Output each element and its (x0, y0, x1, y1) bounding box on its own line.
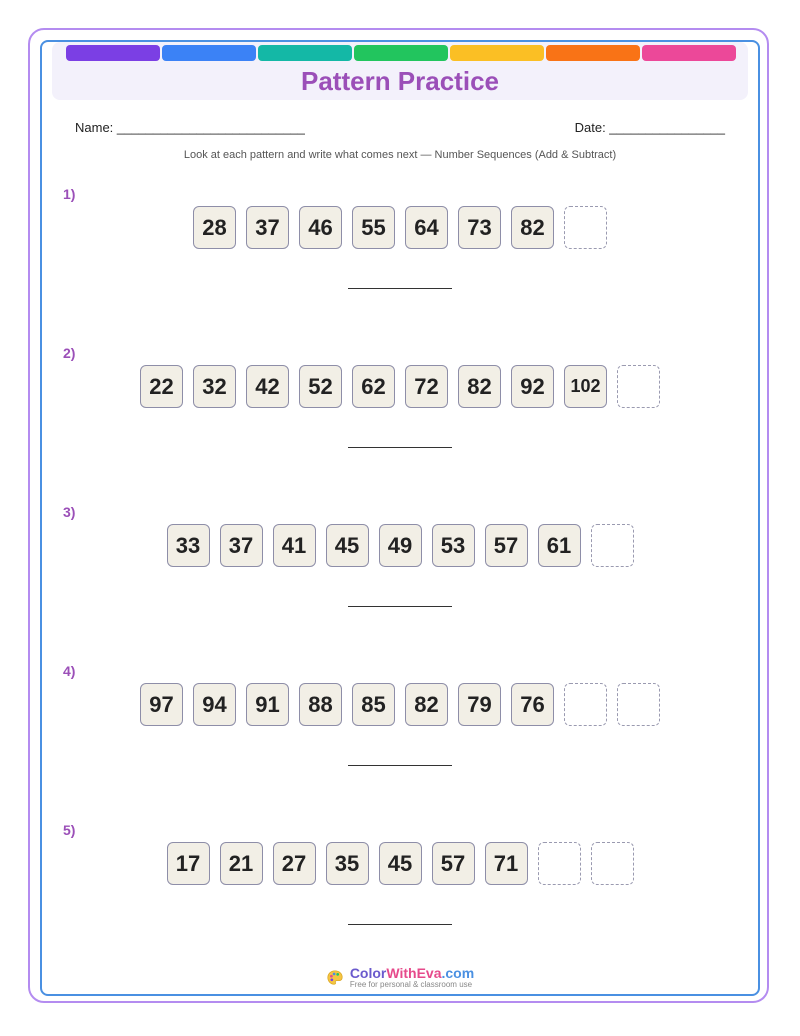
sequence-number: 82 (458, 365, 501, 408)
rainbow-segment (162, 45, 256, 61)
sequence-row (0, 842, 800, 888)
sequence-number: 22 (140, 365, 183, 408)
sequence-number: 85 (352, 683, 395, 726)
rainbow-segment (450, 45, 544, 61)
answer-line[interactable] (348, 288, 452, 289)
sequence-number: 45 (379, 842, 422, 885)
name-field[interactable]: Name: __________________________ (75, 120, 305, 135)
sequence-number: 94 (193, 683, 236, 726)
palette-icon (326, 969, 344, 987)
problem-number: 5) (63, 822, 76, 838)
answer-line[interactable] (348, 765, 452, 766)
sequence-row (0, 683, 800, 729)
rainbow-bar (66, 45, 736, 61)
sequence-number: 64 (405, 206, 448, 249)
sequence-row (0, 524, 800, 570)
sequence-number: 21 (220, 842, 263, 885)
answer-blank-box[interactable] (591, 842, 634, 885)
sequence-number: 97 (140, 683, 183, 726)
sequence-number: 76 (511, 683, 554, 726)
answer-blank-box[interactable] (564, 206, 607, 249)
answer-blank-box[interactable] (617, 365, 660, 408)
answer-line[interactable] (348, 924, 452, 925)
answer-blank-box[interactable] (617, 683, 660, 726)
sequence-number: 46 (299, 206, 342, 249)
page-title: Pattern Practice (301, 66, 499, 96)
rainbow-segment (546, 45, 640, 61)
answer-line[interactable] (348, 447, 452, 448)
footer-tagline: Free for personal & classroom use (349, 980, 473, 989)
sequence-number: 52 (299, 365, 342, 408)
rainbow-segment (354, 45, 448, 61)
sequence-number: 42 (246, 365, 289, 408)
problem-number: 2) (63, 345, 76, 361)
sequence-number: 41 (273, 524, 316, 567)
problem (0, 504, 800, 663)
sequence-row (0, 206, 800, 252)
sequence-number: 17 (167, 842, 210, 885)
brand-logo[interactable] (350, 966, 474, 980)
sequence-number: 72 (405, 365, 448, 408)
problem (0, 822, 800, 981)
sequence-number: 35 (326, 842, 369, 885)
rainbow-segment (642, 45, 736, 61)
answer-line[interactable] (348, 606, 452, 607)
sequence-row (0, 365, 800, 411)
brand-part-witheva: WithEva (386, 965, 442, 981)
sequence-number: 37 (246, 206, 289, 249)
sequence-number: 45 (326, 524, 369, 567)
sequence-number: 62 (352, 365, 395, 408)
brand-part-com: .com (441, 965, 475, 981)
sequence-number: 49 (379, 524, 422, 567)
answer-blank-box[interactable] (538, 842, 581, 885)
sequence-number: 33 (167, 524, 210, 567)
problem-number: 4) (63, 663, 76, 679)
instructions: Look at each pattern and write what comes next — Number Sequences (Add & Subtract) (183, 149, 617, 161)
problem (0, 663, 800, 822)
sequence-number: 102 (564, 365, 607, 408)
problem-number: 3) (63, 504, 76, 520)
sequence-number: 57 (432, 842, 475, 885)
brand-part-color: Color (349, 965, 387, 981)
rainbow-segment (66, 45, 160, 61)
sequence-number: 82 (511, 206, 554, 249)
problem (0, 186, 800, 345)
sequence-number: 55 (352, 206, 395, 249)
sequence-number: 92 (511, 365, 554, 408)
footer (0, 966, 800, 992)
sequence-number: 32 (193, 365, 236, 408)
sequence-number: 37 (220, 524, 263, 567)
sequence-number: 91 (246, 683, 289, 726)
sequence-number: 27 (273, 842, 316, 885)
rainbow-segment (258, 45, 352, 61)
sequence-number: 53 (432, 524, 475, 567)
sequence-number: 61 (538, 524, 581, 567)
problem (0, 345, 800, 504)
sequence-number: 79 (458, 683, 501, 726)
sequence-number: 88 (299, 683, 342, 726)
sequence-number: 73 (458, 206, 501, 249)
problem-number: 1) (63, 186, 76, 202)
sequence-number: 57 (485, 524, 528, 567)
sequence-number: 28 (193, 206, 236, 249)
answer-blank-box[interactable] (591, 524, 634, 567)
sequence-number: 82 (405, 683, 448, 726)
date-field[interactable]: Date: ________________ (574, 120, 725, 135)
answer-blank-box[interactable] (564, 683, 607, 726)
sequence-number: 71 (485, 842, 528, 885)
